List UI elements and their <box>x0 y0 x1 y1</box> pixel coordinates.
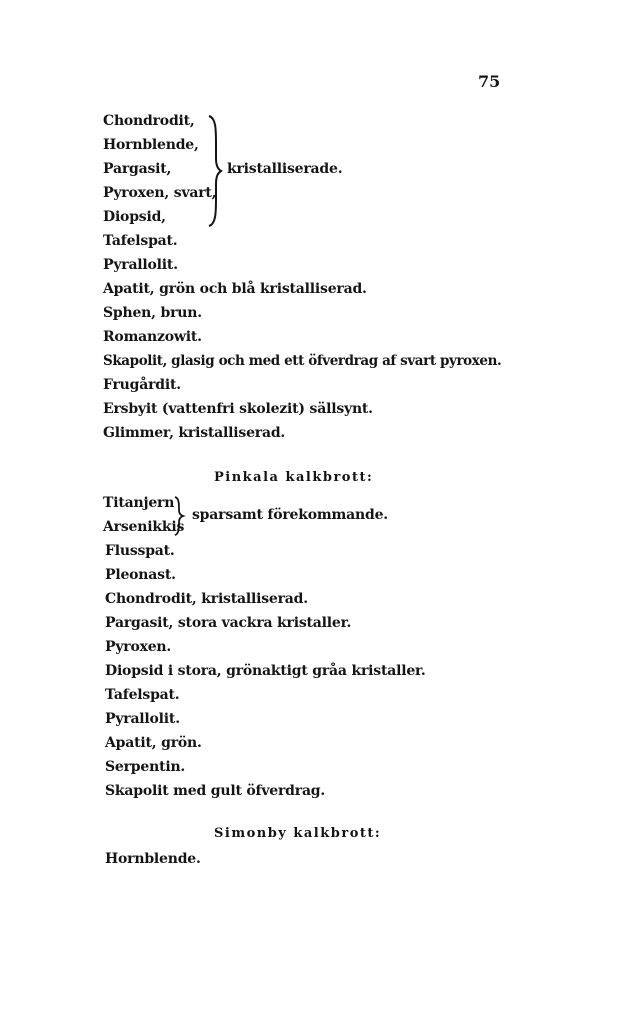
mineral-entry: Chondrodit, kristalliserad. <box>105 591 308 607</box>
section-heading: Simonby kalkbrott: <box>214 826 382 841</box>
mineral-entry: Pargasit, <box>103 161 172 177</box>
mineral-entry: Pyroxen. <box>105 639 172 655</box>
mineral-entry: Titanjern <box>103 495 175 511</box>
mineral-entry: Ersbyit (vattenfri skolezit) sällsynt. <box>103 401 373 417</box>
mineral-entry: Hornblende. <box>105 851 201 867</box>
group-note: sparsamt förekommande. <box>192 507 388 523</box>
mineral-entry: Sphen, brun. <box>103 305 202 321</box>
mineral-entry: Pyroxen, svart, <box>103 185 217 201</box>
mineral-entry: Hornblende, <box>103 137 199 153</box>
mineral-entry: Arsenikkis <box>103 519 185 535</box>
section-heading: Pinkala kalkbrott: <box>214 470 374 485</box>
mineral-entry: Apatit, grön. <box>105 735 202 751</box>
mineral-entry: Pyrallolit. <box>105 711 180 727</box>
mineral-entry: Skapolit, glasig och med ett öfverdrag af svart pyroxen. <box>103 353 502 369</box>
mineral-entry: Romanzowit. <box>103 329 202 345</box>
group-note: kristalliserade. <box>227 161 343 177</box>
right-brace-icon <box>173 496 185 536</box>
mineral-entry: Tafelspat. <box>103 233 178 249</box>
mineral-entry: Diopsid i stora, grönaktigt gråa kristaller. <box>105 663 426 679</box>
mineral-entry: Skapolit med gult öfverdrag. <box>105 783 326 799</box>
right-brace-icon <box>207 114 223 228</box>
mineral-entry: Pargasit, stora vackra kristaller. <box>105 615 352 631</box>
mineral-entry: Pleonast. <box>105 567 176 583</box>
mineral-entry: Flusspat. <box>105 543 175 559</box>
mineral-entry: Frugårdit. <box>103 377 181 393</box>
mineral-entry: Glimmer, kristalliserad. <box>103 425 286 441</box>
page-number: 75 <box>478 72 501 91</box>
mineral-entry: Apatit, grön och blå kristalliserad. <box>103 281 367 297</box>
mineral-entry: Chondrodit, <box>103 113 195 129</box>
mineral-entry: Tafelspat. <box>105 687 180 703</box>
mineral-entry: Diopsid, <box>103 209 166 225</box>
mineral-entry: Pyrallolit. <box>103 257 178 273</box>
mineral-entry: Serpentin. <box>105 759 186 775</box>
